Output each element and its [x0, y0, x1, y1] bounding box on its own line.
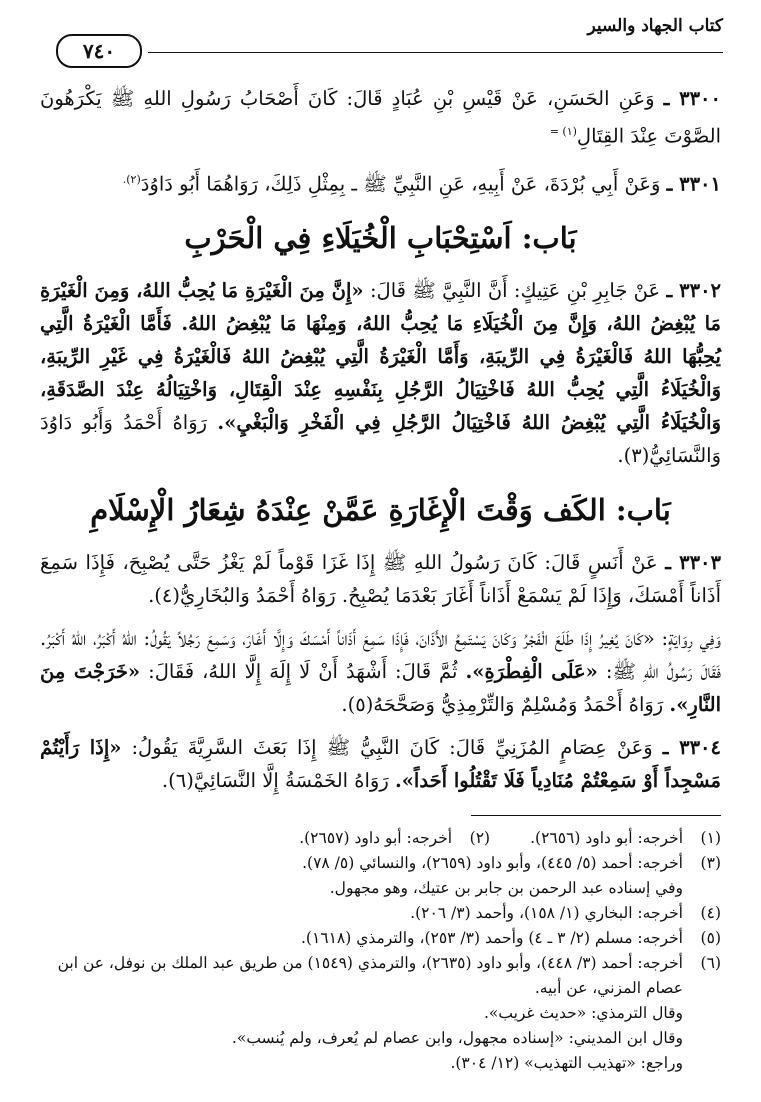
- chapter-heading: بَاب: اَسْتِحْبَابِ الْخُيَلَاءِ فِي الْحَرْبِ: [184, 221, 577, 255]
- footnotes: [40, 826, 721, 1076]
- footnote-number: (١): [700, 829, 721, 847]
- footnote-text: وراجع: «تهذيب التهذيب» (١٢/ ٣٠٤).: [450, 1054, 683, 1072]
- header-rule: [148, 52, 723, 53]
- hadith-3303-riwaya: [40, 622, 721, 721]
- footnote-number: (٣): [700, 854, 721, 872]
- footnote-text: أخرجه: أبو داود (٢٦٥٦).: [530, 829, 683, 847]
- prophetic-quote: «خَرَجْتَ مِنَ النَّارِ».: [40, 660, 721, 716]
- hadith-number: ٣٣٠٠ ـ: [663, 87, 721, 110]
- book-title: كتاب الجهاد والسير: [587, 16, 723, 36]
- footnotes-divider: [471, 815, 721, 816]
- hadith-reference: رَوَاهُ أَحْمَدُ وَأَبُو دَاوُدَ وَالنَّسَائِيُّ(٣).: [40, 411, 721, 467]
- hadith-text: وَعَنْ أَبِي بُرْدَةَ، عَنْ أَبِيهِ، عَنِ النَّبِيِّ ﷺ ـ بِمِثْلِ ذَلِكَ، رَوَاهُمَا أَبُو دَاوُدَ: [140, 172, 661, 195]
- footnote-number: (٥): [700, 929, 721, 947]
- footnote-text: أخرجه: أحمد (٥/ ٤٤٥)، وأبو داود (٢٦٥٩)، والنسائي (٥/ ٧٨).: [302, 854, 683, 872]
- hadith-3300: [40, 82, 721, 153]
- page-header: [38, 12, 723, 63]
- footnote-ref: (١) =: [549, 125, 577, 138]
- footnote-text: وفي إسناده عبد الرحمن بن جابر بن عتيك، وهو مجهول.: [329, 879, 683, 897]
- footnote-6: [40, 951, 721, 1076]
- footnote-4: [40, 901, 721, 926]
- page-content: [40, 82, 721, 1076]
- hadith-text: وَعَنِ الحَسَنِ، عَنْ قَيْسِ بْنِ عُبَادٍ قَالَ: كَانَ أَصْحَابُ رَسُولِ اللهِ ﷺ يَكْرَهُونَ الصَّوْتَ عِنْدَ القِتَالِ: [40, 87, 721, 148]
- footnote-pair: [40, 826, 721, 851]
- prophetic-quote: «إِذَا رَأَيْتُمْ مَسْجِداً أَوْ سَمِعْتُمْ مُنَادِياً فَلَا تَقْتُلُوا أَحَداً».: [40, 736, 721, 792]
- hadith-number: ٣٣٠٢ ـ: [666, 279, 722, 302]
- hadith-intro: عَنْ جَابِرِ بْنِ عَتِيكٍ: أَنَّ النَّبِيَّ ﷺ قَالَ:: [369, 279, 661, 302]
- footnote-1: [530, 826, 721, 851]
- footnote-text: وقال الترمذي: «حديث غريب».: [483, 1004, 683, 1022]
- hadith-number: ٣٣٠٣ ـ: [665, 551, 721, 574]
- footnote-number: (٢): [469, 829, 491, 847]
- riwaya-text: وَفِي رِوَايَةٍ: «كَانَ يُغِيرُ إِذَا طَلَعَ الْفَجْرُ وَكَانَ يَسْتَمِعُ الأَذَانَ، فَإِذَا سَمِعَ أَذَاناً أَمْسَكَ وَإِلَّا أَغَارَ، وَسَمِعَ رَجُلاً يَقُولُ: اللهُ أَكْبَرُ، اللهُ أَكْبَرُ. فَقَالَ رَسُولُ اللهِ ﷺ:: [40, 627, 722, 683]
- footnote-ref: (٢).: [122, 172, 141, 186]
- footnote-text: أخرجه: مسلم (٢/ ٣ ـ ٤) وأحمد (٣/ ٢٥٣)، والترمذي (١٦١٨).: [300, 929, 683, 947]
- footnote-text: أخرجه: أحمد (٣/ ٤٤٨)، وأبو داود (٢٦٣٥)، والترمذي (١٥٤٩) من طريق عبد الملك بن نوفل، عن ابن عصام المزني، عن أبيه.: [57, 954, 683, 997]
- footnote-text: أخرجه: البخاري (١/ ١٥٨)، وأحمد (٣/ ٢٠٦).: [410, 904, 683, 922]
- hadith-reference: رَوَاهُ الخَمْسَةُ إِلَّا النَّسَائِيَّ(٦).: [161, 769, 389, 792]
- footnote-text: أخرجه: أبو داود (٢٦٥٧).: [299, 829, 453, 847]
- footnote-number: (٦): [700, 954, 721, 972]
- hadith-text: عَنْ أَنَسٍ قَالَ: كَانَ رَسُولُ اللهِ ﷺ إِذَا غَزَا قَوْماً لَمْ يَغْزُ حَتَّى يُصْبِحَ، فَإِذَا سَمِعَ أَذَاناً أَمْسَكَ، وَإِذَا لَمْ يَسْمَعْ أَذَاناً أَغَارَ بَعْدَمَا يُصْبِحُ. رَوَاهُ أَحْمَدُ وَالبُخَارِيُّ(٤).: [40, 551, 721, 607]
- footnote-number: (٤): [700, 904, 721, 922]
- footnote-3: [40, 851, 721, 901]
- hadith-reference: رَوَاهُ أَحْمَدُ وَمُسْلِمٌ وَالتِّرْمِذِيُّ وَصَحَّحَهُ(٥).: [341, 693, 664, 716]
- footnote-2: [299, 826, 490, 851]
- hadith-intro: وَعَنْ عِصَامٍ المُزَنِيِّ قَالَ: كَانَ النَّبِيُّ ﷺ إِذَا بَعَثَ السَّرِيَّةَ يَقُولُ:: [131, 736, 653, 759]
- footnote-5: [40, 926, 721, 951]
- hadith-3303: [40, 546, 721, 612]
- chapter-heading: بَاب: الكَف وَقْتَ الْإِغَارَةِ عَمَّنْ عِنْدَهُ شِعَارُ الْإِسْلَامِ: [90, 493, 671, 527]
- hadith-3304: [40, 731, 721, 797]
- footnote-text: وقال ابن المديني: «إسناده مجهول، وابن عصام لم يُعرف، ولم يُنسب».: [231, 1029, 683, 1047]
- prophetic-quote: «عَلَى الْفِطْرَةِ».: [465, 660, 598, 683]
- riwaya-text: ثُمَّ قَالَ: أَشْهَدُ أَنْ لَا إِلَهَ إِلَّا اللهُ، فَقَالَ:: [148, 660, 458, 683]
- page-number: ٧٤٠: [56, 34, 142, 68]
- prophetic-quote: «إِنَّ مِنَ الْغَيْرَةِ مَا يُحِبُّ اللهُ، وَمِنَ الْغَيْرَةِ مَا يُبْغِضُ اللهُ، وَإِنَّ مِنَ الْخُيَلَاءِ مَا يُحِبُّ اللهُ، وَمِنْهَا مَا يُبْغِضُ اللهُ. فَأَمَّا الْغَيْرَةُ الَّتِي يُحِبُّهَا اللهُ فَالْغَيْرَةُ فِي الرِّيبَةِ، وَأَمَّا الْغَيْرَةُ الَّتِي يُبْغِضُ اللهُ فَالْغَيْرَةُ فِي غَيْرِ الرِّيبَةِ، وَالْخُيَلَاءُ الَّتِي يُحِبُّ اللهُ فَاخْتِيَالُ الرَّجُلِ بِنَفْسِهِ عِنْدَ الْقِتَالِ، وَاخْتِيَالُهُ عِنْدَ الصَّدَقَةِ، وَالْخُيَلَاءُ الَّتِي يُبْغِضُ اللهُ فَاخْتِيَالُ الرَّجُلِ فِي الْفَخْرِ وَالْبَغْيِ».: [40, 279, 721, 434]
- hadith-3302: [40, 274, 721, 472]
- hadith-3301: [40, 163, 721, 201]
- hadith-number: ٣٣٠١ ـ: [666, 172, 721, 195]
- hadith-number: ٣٣٠٤ ـ: [662, 736, 721, 759]
